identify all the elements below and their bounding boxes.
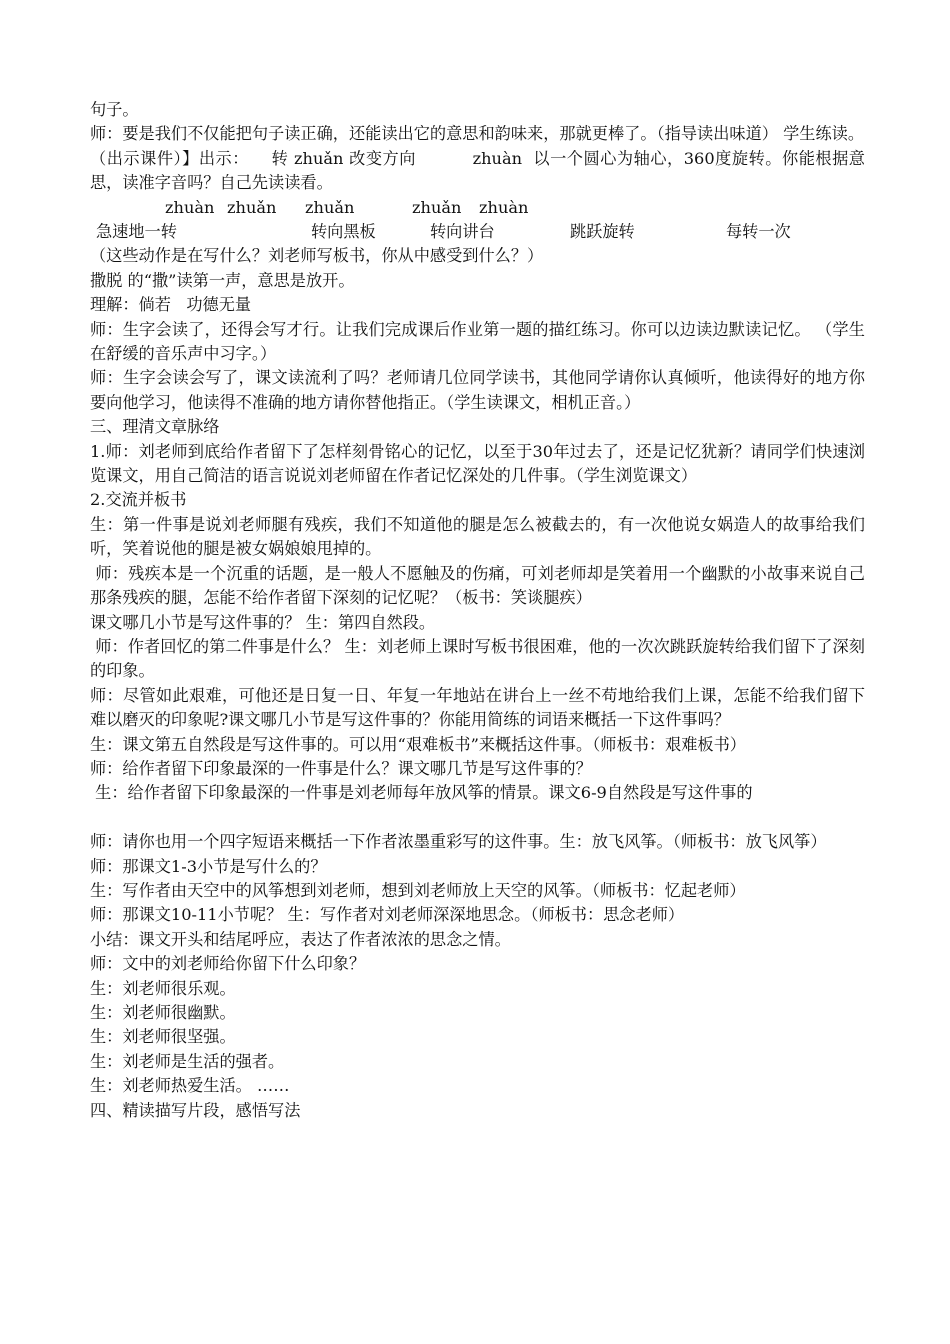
- pinyin-label: zhuǎn: [305, 197, 355, 217]
- paragraph: 1.师：刘老师到底给作者留下了怎样刻骨铭心的记忆，以至于30年过去了，还是记忆犹新？请同学们快速浏览课文，用自己简洁的语言说说刘老师留在作者记忆深处的几件事。（学生浏览课文）: [90, 441, 865, 486]
- paragraph: 生：刘老师是生活的强者。: [90, 1051, 285, 1071]
- paragraph: 撒脱 的“撒”读第一声，意思是放开。: [90, 270, 355, 290]
- paragraph: 师：要是我们不仅能把句子读正确，还能读出它的意思和韵味来，那就更棒了。（指导读出味道） 学生练读。: [90, 124, 865, 144]
- word-label: 每转一次: [726, 222, 791, 242]
- paragraph: 生：课文第五自然段是写这件事的。可以用“艰难板书”来概括这件事。（师板书：艰难板书）: [90, 734, 746, 754]
- word-label: 转向黑板: [311, 222, 376, 242]
- paragraph: 生：刘老师很乐观。: [90, 978, 236, 998]
- paragraph: （出示课件）】出示： 转 zhuǎn 改变方向 zhuàn 以一个圆心为轴心，360度旋转。你能根据意思，读准字音吗？自己先读读看。: [90, 148, 865, 193]
- paragraph: 生：给作者留下印象最深的一件事是刘老师每年放风筝的情景。课文6-9自然段是写这件事的: [90, 783, 753, 803]
- word-label: 急速地一转: [96, 222, 177, 242]
- word-label: 跳跃旋转: [570, 222, 635, 242]
- paragraph: 师：文中的刘老师给你留下什么印象？: [90, 954, 366, 974]
- word-label: 转向讲台: [430, 222, 495, 242]
- pinyin-label: zhuǎn: [412, 197, 462, 217]
- paragraph: 师：作者回忆的第二件事是什么？ 生：刘老师上课时写板书很困难，他的一次次跳跃旋转给我们留下了深刻的印象。: [90, 636, 865, 681]
- paragraph: 师：生字会读了，还得会写才行。让我们完成课后作业第一题的描红练习。你可以边读边默读记忆。 （学生在舒缓的音乐声中习字。）: [90, 319, 865, 364]
- blank-line: [90, 806, 865, 830]
- paragraph: 生：刘老师很坚强。: [90, 1027, 236, 1047]
- paragraph: 生：第一件事是说刘老师腿有残疾，我们不知道他的腿是怎么被截去的，有一次他说女娲造人的故事给我们听，笑着说他的腿是被女娲娘娘甩掉的。: [90, 514, 865, 559]
- pinyin-label: zhuàn: [165, 197, 215, 217]
- word-row: [90, 220, 865, 244]
- section-heading: 三、理清文章脉络: [90, 417, 220, 437]
- paragraph: 师：残疾本是一个沉重的话题，是一般人不愿触及的伤痛，可刘老师却是笑着用一个幽默的小故事来说自己那条残疾的腿，怎能不给作者留下深刻的记忆呢？（板书：笑谈腿疾）: [90, 563, 865, 608]
- paragraph: 师：请你也用一个四字短语来概括一下作者浓墨重彩写的这件事。生：放飞风筝。（师板书：放飞风筝）: [90, 832, 827, 852]
- document-page: [90, 98, 865, 1123]
- paragraph: 理解：倘若 功德无量: [90, 295, 252, 315]
- pinyin-label: zhuàn: [479, 197, 529, 217]
- paragraph: 师：生字会读会写了，课文读流利了吗？老师请几位同学读书，其他同学请你认真倾听，他读得好的地方你要向他学习，他读得不准确的地方请你替他指正。（学生读课文，相机正音。）: [90, 368, 865, 412]
- paragraph: 生：刘老师很幽默。: [90, 1002, 236, 1022]
- paragraph: 师：那课文10-11小节呢？ 生：写作者对刘老师深深地思念。（师板书：思念老师）: [90, 905, 685, 925]
- paragraph: 小结：课文开头和结尾呼应，表达了作者浓浓的思念之情。: [90, 929, 511, 949]
- paragraph: 2.交流并板书: [90, 490, 187, 510]
- pinyin-label: zhuǎn: [227, 197, 277, 217]
- paragraph: 句子。: [90, 100, 139, 119]
- section-heading: 四、精读描写片段，感悟写法: [90, 1100, 301, 1120]
- paragraph: 师：给作者留下印象最深的一件事是什么？课文哪几节是写这件事的？: [90, 758, 592, 778]
- paragraph: 师：那课文1-3小节是写什么的？: [90, 856, 327, 876]
- pinyin-row: [90, 196, 865, 220]
- paragraph: 课文哪几小节是写这件事的？ 生：第四自然段。: [90, 612, 436, 632]
- paragraph: 生：写作者由天空中的风筝想到刘老师，想到刘老师放上天空的风筝。（师板书：忆起老师）: [90, 880, 746, 900]
- paragraph: （这些动作是在写什么？刘老师写板书，你从中感受到什么？）: [90, 246, 544, 266]
- paragraph: 生：刘老师热爱生活。 ……: [90, 1076, 290, 1096]
- paragraph: 师：尽管如此艰难，可他还是日复一日、年复一年地站在讲台上一丝不苟地给我们上课，怎能不给我们留下难以磨灭的印象呢?课文哪几小节是写这件事的？你能用简练的词语来概括一下这件事吗？: [90, 685, 865, 730]
